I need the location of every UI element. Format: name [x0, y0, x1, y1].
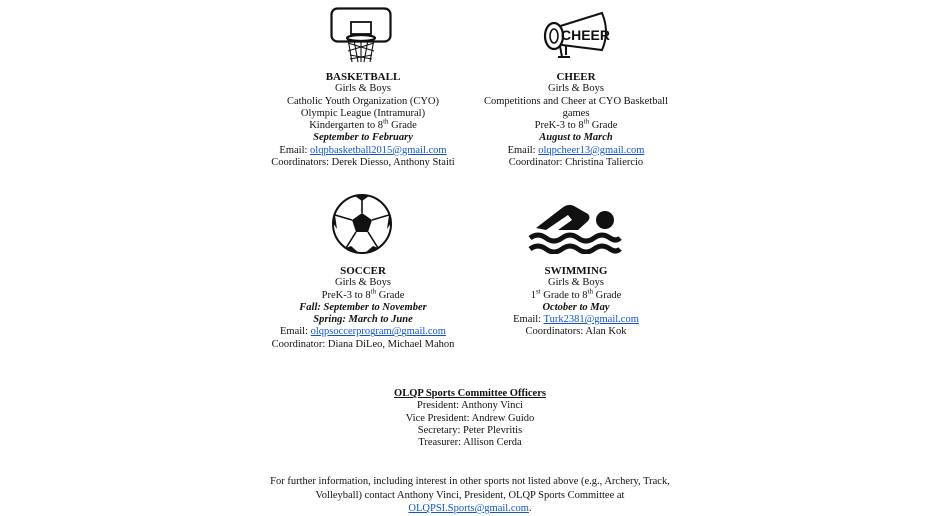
- swimming-email-link[interactable]: Turk2381@gmail.com: [543, 314, 639, 326]
- officers-heading: OLQP Sports Committee Officers: [394, 388, 546, 399]
- basketball-who: Girls & Boys: [334, 83, 391, 95]
- basketball-hoop-icon: [330, 7, 392, 65]
- basketball-season: September to February: [313, 132, 413, 144]
- basketball-section: [250, 71, 476, 169]
- swimming-season: October to May: [542, 301, 610, 313]
- soccer-email-link[interactable]: olqpsoccerprogram@gmail.com: [310, 326, 446, 338]
- swimming-title: SWIMMING: [544, 265, 608, 277]
- officer-treasurer: Treasurer: Allison Cerda: [418, 437, 522, 449]
- basketball-league: Olympic League (Intramural): [300, 107, 426, 119]
- swimmer-icon: [528, 196, 622, 254]
- basketball-grades: Kindergarten to 8th Grade: [309, 117, 417, 132]
- swimming-section: [466, 265, 686, 339]
- basketball-email-link[interactable]: olqpbasketball2015@gmail.com: [310, 144, 447, 156]
- swimming-email-line: Email: Turk2381@gmail.com: [513, 314, 639, 326]
- basketball-coordinators: Coordinators: Derek Diesso, Anthony Staiti: [271, 157, 455, 169]
- footer-email-link[interactable]: OLQPSI.Sports@gmail.com: [408, 503, 529, 514]
- cheer-season: August to March: [539, 132, 613, 144]
- swimming-grades: 1st Grade to 8th Grade: [530, 287, 622, 301]
- footer-line-3: OLQPSI.Sports@gmail.com.: [408, 503, 532, 514]
- basketball-org: Catholic Youth Organization (CYO): [286, 95, 440, 107]
- officer-vice-president: Vice President: Andrew Guido: [405, 412, 535, 424]
- soccer-ball-icon: [331, 193, 393, 255]
- cheer-grades: PreK-3 to 8th Grade: [534, 117, 618, 132]
- officer-president: President: Anthony Vinci: [417, 400, 523, 412]
- cheer-megaphone-icon: [540, 10, 612, 62]
- soccer-who: Girls & Boys: [334, 277, 391, 289]
- footer-line-1: For further information, including interest in other sports not listed above (e.g., Archery, Track,: [270, 476, 670, 487]
- cheer-email-link[interactable]: olqpcheer13@gmail.com: [538, 144, 645, 156]
- cheer-coordinators: Coordinator: Christina Taliercio: [508, 157, 644, 169]
- cheer-title: CHEER: [556, 71, 596, 83]
- officer-secretary: Secretary: Peter Plevritis: [417, 424, 523, 436]
- soccer-email-line: Email: olqpsoccerprogram@gmail.com: [280, 326, 446, 338]
- cheer-desc-1: Competitions and Cheer at CYO Basketball: [483, 95, 668, 107]
- swimming-who: Girls & Boys: [547, 277, 604, 289]
- footer-info: [262, 475, 678, 516]
- basketball-title: BASKETBALL: [325, 71, 401, 83]
- cheer-email-line: Email: olqpcheer13@gmail.com: [507, 144, 645, 156]
- soccer-grades: PreK-3 to 8th Grade: [321, 287, 405, 301]
- soccer-title: SOCCER: [340, 265, 386, 277]
- swimming-coordinators: Coordinators: Alan Kok: [525, 326, 627, 338]
- soccer-season-fall: Fall: September to November: [299, 301, 427, 313]
- cheer-icon-text: CHEER: [561, 27, 611, 43]
- cheer-who: Girls & Boys: [547, 83, 604, 95]
- officers-section: [330, 388, 610, 449]
- cheer-section: [466, 71, 686, 169]
- basketball-email-line: Email: olqpbasketball2015@gmail.com: [279, 144, 447, 156]
- soccer-coordinators: Coordinator: Diana DiLeo, Michael Mahon: [271, 338, 455, 350]
- soccer-season-spring: Spring: March to June: [313, 314, 413, 326]
- cheer-desc-2: games: [562, 107, 590, 119]
- footer-line-2: Volleyball) contact Anthony Vinci, President, OLQP Sports Committee at: [315, 489, 625, 501]
- soccer-section: [250, 265, 476, 351]
